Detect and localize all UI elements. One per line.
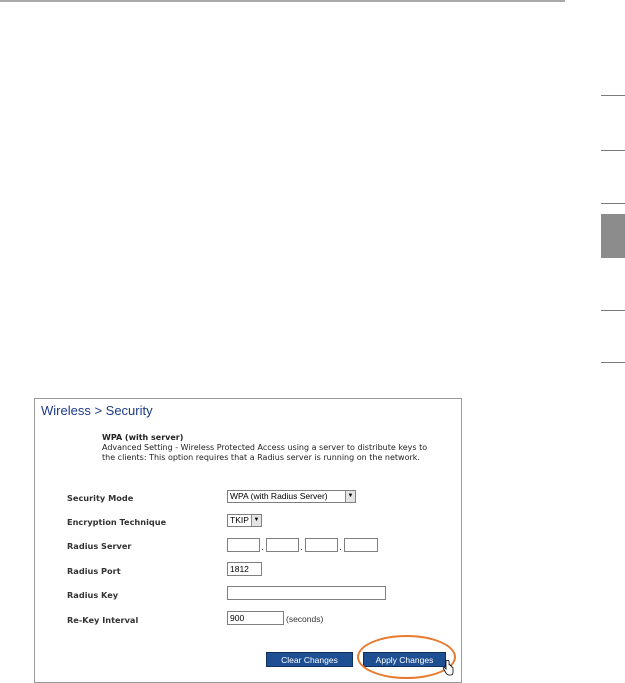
radius-server-octet-1[interactable] [227, 538, 260, 552]
description [102, 433, 452, 463]
rekey-interval-label: Re-Key Interval [67, 615, 139, 625]
rekey-unit-label: (seconds) [286, 614, 324, 624]
security-mode-label: Security Mode [67, 493, 134, 503]
security-mode-select[interactable] [227, 490, 356, 503]
side-tab-active [601, 214, 625, 258]
description-line-1: Advanced Setting - Wireless Protected Access using a server to distribute keys to [102, 443, 428, 452]
ip-separator-dot: . [261, 543, 264, 553]
apply-changes-button[interactable]: Apply Changes [363, 652, 446, 667]
security-mode-value: WPA (with Radius Server) [230, 491, 328, 501]
description-line-2: the clients: This option requires that a Radius server is running on the network. [102, 453, 420, 462]
top-rule [0, 0, 565, 2]
rekey-interval-input[interactable]: 900 [227, 611, 284, 625]
side-marker-1 [601, 95, 625, 96]
radius-key-input[interactable] [227, 586, 386, 600]
chevron-down-icon: ▼ [251, 515, 261, 526]
encryption-technique-select[interactable] [227, 514, 262, 527]
radius-server-label: Radius Server [67, 541, 132, 551]
radius-port-input[interactable]: 1812 [227, 562, 262, 576]
side-marker-2 [601, 150, 625, 151]
encryption-technique-value: TKIP [230, 515, 249, 525]
ip-separator-dot: . [300, 543, 303, 553]
radius-key-label: Radius Key [67, 590, 119, 600]
side-marker-3 [601, 203, 625, 204]
radius-server-octet-3[interactable] [305, 538, 338, 552]
radius-server-octet-2[interactable] [266, 538, 299, 552]
clear-changes-button[interactable]: Clear Changes [266, 652, 353, 667]
side-marker-5 [601, 362, 625, 363]
page-title: Wireless > Security [41, 403, 153, 418]
description-title: WPA (with server) [102, 433, 184, 442]
radius-server-octet-4[interactable] [344, 538, 378, 552]
ip-separator-dot: . [339, 543, 342, 553]
chevron-down-icon: ▼ [345, 491, 355, 502]
radius-port-label: Radius Port [67, 566, 121, 576]
hand-cursor-icon [442, 660, 454, 676]
encryption-technique-label: Encryption Technique [67, 517, 167, 527]
side-marker-4 [601, 310, 625, 311]
